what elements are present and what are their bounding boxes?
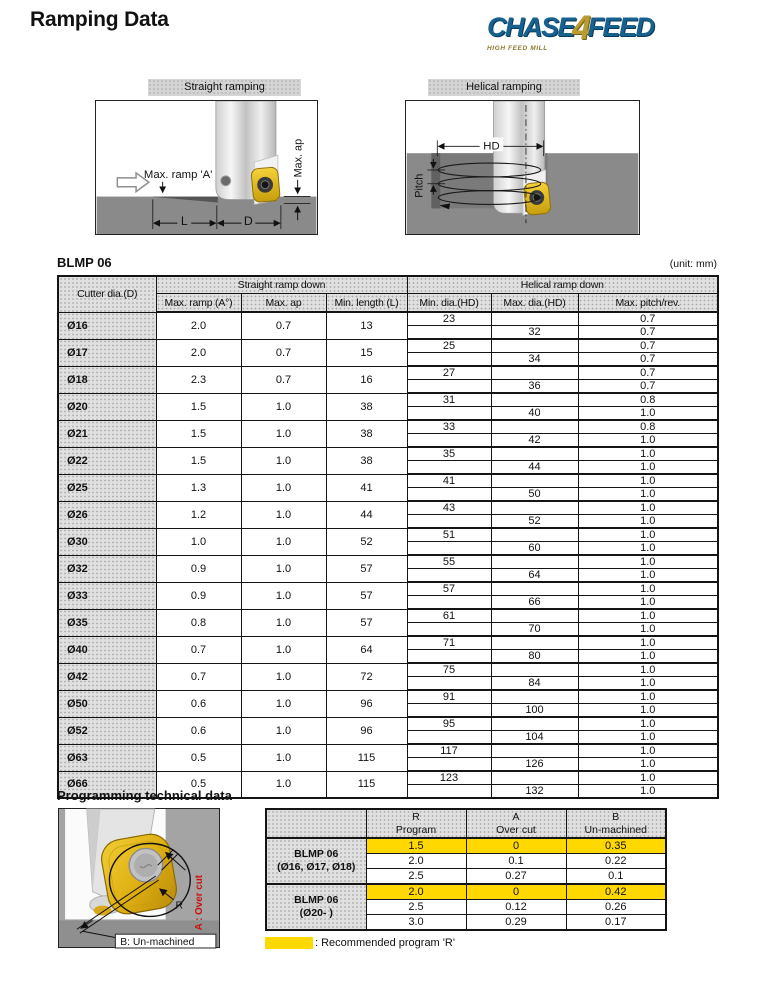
pitch-max-cell: 1.0 xyxy=(578,488,718,502)
min-length-cell: 38 xyxy=(326,393,407,420)
max-ap-cell: 1.0 xyxy=(241,501,326,528)
max-dia-spacer-cell xyxy=(491,690,578,704)
max-dia-cell: 50 xyxy=(491,488,578,502)
pitch-max-cell: 1.0 xyxy=(578,785,718,799)
recommended-legend-text: : Recommended program 'R' xyxy=(315,937,455,949)
max-dia-cell: 84 xyxy=(491,677,578,691)
max-ramp-cell: 1.5 xyxy=(156,420,241,447)
pitch-max-cell: 1.0 xyxy=(578,758,718,772)
program-value-a: 0.29 xyxy=(466,915,566,931)
max-ap-cell: 1.0 xyxy=(241,393,326,420)
pitch-max-cell: 1.0 xyxy=(578,650,718,664)
pitch-max-cell: 1.0 xyxy=(578,596,718,610)
pitch-min-cell: 1.0 xyxy=(578,636,718,650)
col-group-straight: Straight ramp down xyxy=(156,276,407,294)
pitch-min-cell: 1.0 xyxy=(578,771,718,785)
helical-ramping-illustration xyxy=(406,101,639,234)
max-dia-cell: 126 xyxy=(491,758,578,772)
pitch-max-cell: 1.0 xyxy=(578,569,718,583)
min-dia-cell: 75 xyxy=(407,663,491,677)
min-length-cell: 57 xyxy=(326,609,407,636)
program-value-b: 0.22 xyxy=(566,854,666,869)
prog-col-r-word: Program xyxy=(395,823,437,836)
max-ramp-cell: 0.5 xyxy=(156,771,241,798)
max-ap-cell: 0.7 xyxy=(241,312,326,339)
max-dia-spacer-cell xyxy=(491,771,578,785)
pitch-min-cell: 0.7 xyxy=(578,339,718,353)
chase4feed-logo xyxy=(487,11,653,53)
min-dia-spacer-cell xyxy=(407,731,491,745)
pitch-max-cell: 1.0 xyxy=(578,704,718,718)
pitch-min-cell: 0.7 xyxy=(578,312,718,326)
max-ap-cell: 1.0 xyxy=(241,528,326,555)
min-length-cell: 15 xyxy=(326,339,407,366)
min-dia-spacer-cell xyxy=(407,650,491,664)
recommended-legend xyxy=(265,937,665,949)
prog-col-a-letter: A xyxy=(512,811,520,824)
min-dia-cell: 31 xyxy=(407,393,491,407)
ramping-row xyxy=(58,771,718,785)
min-dia-cell: 41 xyxy=(407,474,491,488)
ramping-row xyxy=(58,744,718,758)
min-dia-cell: 61 xyxy=(407,609,491,623)
pitch-min-cell: 1.0 xyxy=(578,528,718,542)
dia-D-label: D xyxy=(243,214,253,229)
max-dia-cell: 36 xyxy=(491,380,578,394)
min-dia-spacer-cell xyxy=(407,515,491,529)
cutter-dia-cell: Ø18 xyxy=(58,366,156,393)
max-dia-cell: 34 xyxy=(491,353,578,367)
logo-feed-text: FEED xyxy=(587,12,654,42)
min-dia-cell: 91 xyxy=(407,690,491,704)
max-dia-cell: 64 xyxy=(491,569,578,583)
max-dia-cell: 132 xyxy=(491,785,578,799)
pitch-min-cell: 1.0 xyxy=(578,690,718,704)
prog-col-b xyxy=(566,809,666,838)
program-value-b: 0.26 xyxy=(566,900,666,915)
pitch-max-cell: 0.7 xyxy=(578,380,718,394)
pitch-min-cell: 0.8 xyxy=(578,393,718,407)
pitch-label: Pitch xyxy=(413,173,426,198)
ramping-row xyxy=(58,663,718,677)
ramping-row xyxy=(58,366,718,380)
ramping-row xyxy=(58,555,718,569)
max-dia-cell: 60 xyxy=(491,542,578,556)
cutter-dia-cell: Ø63 xyxy=(58,744,156,771)
pitch-max-cell: 1.0 xyxy=(578,542,718,556)
min-dia-cell: 43 xyxy=(407,501,491,515)
max-dia-spacer-cell xyxy=(491,555,578,569)
min-length-cell: 52 xyxy=(326,528,407,555)
helical-ramping-diagram xyxy=(405,100,640,235)
tool-screw-icon xyxy=(221,176,231,186)
max-ap-cell: 1.0 xyxy=(241,474,326,501)
ramping-table-caption xyxy=(57,255,717,270)
max-ramp-cell: 2.0 xyxy=(156,312,241,339)
min-dia-spacer-cell xyxy=(407,434,491,448)
b-un-machined-label xyxy=(115,934,216,948)
max-dia-spacer-cell xyxy=(491,609,578,623)
max-ap-cell: 1.0 xyxy=(241,447,326,474)
max-ramp-cell: 1.0 xyxy=(156,528,241,555)
cutter-dia-cell: Ø25 xyxy=(58,474,156,501)
max-dia-spacer-cell xyxy=(491,636,578,650)
max-dia-spacer-cell xyxy=(491,447,578,461)
min-dia-spacer-cell xyxy=(407,353,491,367)
col-header-max-pitch: Max. pitch/rev. xyxy=(578,294,718,313)
max-ramp-cell: 2.3 xyxy=(156,366,241,393)
unit-label: (unit: mm) xyxy=(669,258,717,270)
min-dia-spacer-cell xyxy=(407,677,491,691)
max-ramp-cell: 1.5 xyxy=(156,447,241,474)
min-dia-spacer-cell xyxy=(407,326,491,340)
max-ap-cell: 0.7 xyxy=(241,366,326,393)
program-value-r: 3.0 xyxy=(366,915,466,931)
col-header-max-ap: Max. ap xyxy=(241,294,326,313)
length-L-label: L xyxy=(180,214,188,229)
ramping-row xyxy=(58,528,718,542)
max-ap-cell: 0.7 xyxy=(241,339,326,366)
min-dia-spacer-cell xyxy=(407,623,491,637)
max-dia-spacer-cell xyxy=(491,366,578,380)
ramping-table-container xyxy=(57,275,717,799)
program-group-label: BLMP 06 (Ø16, Ø17, Ø18) xyxy=(266,838,366,884)
insert-screw-center xyxy=(261,181,269,189)
program-value-a: 0.12 xyxy=(466,900,566,915)
min-length-cell: 96 xyxy=(326,717,407,744)
max-dia-cell: 104 xyxy=(491,731,578,745)
col-group-helical: Helical ramp down xyxy=(407,276,718,294)
ramping-row xyxy=(58,501,718,515)
pitch-min-cell: 1.0 xyxy=(578,717,718,731)
straight-ramping-illustration xyxy=(96,101,317,234)
max-ramp-cell: 1.3 xyxy=(156,474,241,501)
ramping-row xyxy=(58,474,718,488)
ramping-table-title: BLMP 06 xyxy=(57,255,112,270)
cutter-dia-cell: Ø16 xyxy=(58,312,156,339)
max-dia-cell: 52 xyxy=(491,515,578,529)
cutter-dia-cell: Ø26 xyxy=(58,501,156,528)
min-length-cell: 72 xyxy=(326,663,407,690)
min-dia-cell: 117 xyxy=(407,744,491,758)
min-dia-cell: 51 xyxy=(407,528,491,542)
prog-col-a xyxy=(466,809,566,838)
a-over-cut-label: A : Over cut xyxy=(194,874,206,931)
cutter-dia-cell: Ø22 xyxy=(58,447,156,474)
min-length-cell: 38 xyxy=(326,420,407,447)
max-dia-cell: 80 xyxy=(491,650,578,664)
min-length-cell: 64 xyxy=(326,636,407,663)
max-dia-spacer-cell xyxy=(491,528,578,542)
programming-title: Programming technical data xyxy=(57,788,232,803)
max-ap-annotation: Max. ap xyxy=(292,138,305,178)
min-dia-cell: 95 xyxy=(407,717,491,731)
col-header-max-dia: Max. dia.(HD) xyxy=(491,294,578,313)
program-value-r: 1.5 xyxy=(366,838,466,854)
prog-corner-cell xyxy=(266,809,366,838)
col-header-min-dia: Min. dia.(HD) xyxy=(407,294,491,313)
min-length-cell: 96 xyxy=(326,690,407,717)
pitch-max-cell: 1.0 xyxy=(578,677,718,691)
max-dia-cell: 44 xyxy=(491,461,578,475)
programming-row xyxy=(266,884,666,900)
cutter-dia-cell: Ø30 xyxy=(58,528,156,555)
ramping-row xyxy=(58,717,718,731)
max-ramp-cell: 1.5 xyxy=(156,393,241,420)
pitch-max-cell: 1.0 xyxy=(578,623,718,637)
max-dia-spacer-cell xyxy=(491,582,578,596)
programming-image xyxy=(58,808,220,948)
max-ramp-cell: 1.2 xyxy=(156,501,241,528)
ramping-row xyxy=(58,690,718,704)
page-title: Ramping Data xyxy=(30,8,169,31)
max-dia-cell: 70 xyxy=(491,623,578,637)
max-ap-cell: 1.0 xyxy=(241,771,326,798)
pitch-min-cell: 1.0 xyxy=(578,609,718,623)
pitch-max-cell: 1.0 xyxy=(578,461,718,475)
max-dia-cell: 100 xyxy=(491,704,578,718)
max-ap-cell: 1.0 xyxy=(241,636,326,663)
min-dia-cell: 123 xyxy=(407,771,491,785)
program-value-a: 0 xyxy=(466,838,566,854)
min-length-cell: 41 xyxy=(326,474,407,501)
ramping-row xyxy=(58,636,718,650)
max-ramp-cell: 2.0 xyxy=(156,339,241,366)
cutter-dia-cell: Ø21 xyxy=(58,420,156,447)
prog-col-r-letter: R xyxy=(412,811,420,824)
program-value-a: 0 xyxy=(466,884,566,900)
recommended-swatch xyxy=(265,937,313,949)
cutter-dia-cell: Ø66 xyxy=(58,771,156,798)
min-length-cell: 13 xyxy=(326,312,407,339)
min-dia-cell: 71 xyxy=(407,636,491,650)
straight-ramping-diagram xyxy=(95,100,318,235)
insert-detail-illustration xyxy=(59,809,219,947)
min-dia-spacer-cell xyxy=(407,407,491,421)
ramping-row xyxy=(58,312,718,326)
min-length-cell: 38 xyxy=(326,447,407,474)
helical-ramping-label: Helical ramping xyxy=(428,79,580,96)
max-ramp-cell: 0.9 xyxy=(156,555,241,582)
prog-col-b-letter: B xyxy=(612,811,620,824)
cutter-dia-cell: Ø17 xyxy=(58,339,156,366)
hd-label: HD xyxy=(483,140,500,153)
pitch-min-cell: 1.0 xyxy=(578,744,718,758)
max-dia-spacer-cell xyxy=(491,474,578,488)
pitch-min-cell: 1.0 xyxy=(578,501,718,515)
programming-table-container xyxy=(265,808,665,949)
max-ap-cell: 1.0 xyxy=(241,609,326,636)
min-dia-cell: 27 xyxy=(407,366,491,380)
ramping-row xyxy=(58,393,718,407)
min-length-cell: 16 xyxy=(326,366,407,393)
max-ap-cell: 1.0 xyxy=(241,690,326,717)
svg-text:B: Un-machined: B: Un-machined xyxy=(120,937,195,949)
pitch-min-cell: 0.7 xyxy=(578,366,718,380)
programming-table-body xyxy=(266,838,666,930)
max-ap-cell: 1.0 xyxy=(241,555,326,582)
min-dia-spacer-cell xyxy=(407,542,491,556)
min-dia-cell: 25 xyxy=(407,339,491,353)
pitch-min-cell: 1.0 xyxy=(578,447,718,461)
min-dia-spacer-cell xyxy=(407,785,491,799)
min-length-cell: 57 xyxy=(326,555,407,582)
min-dia-spacer-cell xyxy=(407,461,491,475)
pitch-max-cell: 1.0 xyxy=(578,731,718,745)
cutter-dia-cell: Ø20 xyxy=(58,393,156,420)
pitch-min-cell: 1.0 xyxy=(578,555,718,569)
cutter-dia-cell: Ø33 xyxy=(58,582,156,609)
pitch-max-cell: 0.7 xyxy=(578,326,718,340)
program-group-label: BLMP 06 (Ø20- ) xyxy=(266,884,366,930)
max-dia-cell: 32 xyxy=(491,326,578,340)
col-header-cutter-dia: Cutter dia.(D) xyxy=(58,276,156,312)
programming-table xyxy=(265,808,667,931)
max-ramp-cell: 0.6 xyxy=(156,690,241,717)
ramping-table xyxy=(57,275,719,799)
program-value-r: 2.0 xyxy=(366,884,466,900)
program-value-r: 2.0 xyxy=(366,854,466,869)
pitch-min-cell: 1.0 xyxy=(578,663,718,677)
max-ap-cell: 1.0 xyxy=(241,420,326,447)
max-dia-spacer-cell xyxy=(491,744,578,758)
cutter-dia-cell: Ø50 xyxy=(58,690,156,717)
straight-ramping-label: Straight ramping xyxy=(148,79,301,96)
max-dia-spacer-cell xyxy=(491,501,578,515)
logo-chase-text: CHASE xyxy=(487,12,575,42)
ramping-row xyxy=(58,609,718,623)
min-length-cell: 115 xyxy=(326,744,407,771)
max-dia-spacer-cell xyxy=(491,339,578,353)
min-length-cell: 115 xyxy=(326,771,407,798)
cutter-dia-cell: Ø52 xyxy=(58,717,156,744)
logo-tagline: HIGH FEED MILL xyxy=(487,45,548,52)
r-label: R xyxy=(175,900,183,912)
max-dia-cell: 40 xyxy=(491,407,578,421)
ramping-row xyxy=(58,582,718,596)
pitch-max-cell: 1.0 xyxy=(578,434,718,448)
max-dia-cell: 66 xyxy=(491,596,578,610)
min-dia-spacer-cell xyxy=(407,596,491,610)
pitch-min-cell: 1.0 xyxy=(578,474,718,488)
program-value-b: 0.1 xyxy=(566,869,666,885)
pitch-max-cell: 1.0 xyxy=(578,515,718,529)
min-dia-spacer-cell xyxy=(407,758,491,772)
max-ramp-cell: 0.9 xyxy=(156,582,241,609)
ramping-row xyxy=(58,339,718,353)
program-value-b: 0.42 xyxy=(566,884,666,900)
max-dia-cell: 42 xyxy=(491,434,578,448)
program-value-r: 2.5 xyxy=(366,869,466,885)
max-ramp-cell: 0.5 xyxy=(156,744,241,771)
pitch-max-cell: 0.7 xyxy=(578,353,718,367)
min-length-cell: 44 xyxy=(326,501,407,528)
max-ramp-cell: 0.8 xyxy=(156,609,241,636)
max-ap-cell: 1.0 xyxy=(241,717,326,744)
program-value-a: 0.27 xyxy=(466,869,566,885)
min-dia-cell: 55 xyxy=(407,555,491,569)
min-length-cell: 57 xyxy=(326,582,407,609)
max-ramp-cell: 0.6 xyxy=(156,717,241,744)
pitch-max-cell: 1.0 xyxy=(578,407,718,421)
pitch-min-cell: 1.0 xyxy=(578,582,718,596)
min-dia-cell: 35 xyxy=(407,447,491,461)
cutter-dia-cell: Ø40 xyxy=(58,636,156,663)
col-header-max-ramp: Max. ramp (A°) xyxy=(156,294,241,313)
cutter-dia-cell: Ø32 xyxy=(58,555,156,582)
max-ap-cell: 1.0 xyxy=(241,663,326,690)
max-dia-spacer-cell xyxy=(491,312,578,326)
min-dia-spacer-cell xyxy=(407,380,491,394)
min-dia-spacer-cell xyxy=(407,488,491,502)
min-dia-spacer-cell xyxy=(407,704,491,718)
col-header-min-length: Min. length (L) xyxy=(326,294,407,313)
min-dia-cell: 33 xyxy=(407,420,491,434)
max-dia-spacer-cell xyxy=(491,663,578,677)
ramping-table-body xyxy=(58,312,718,798)
prog-col-r xyxy=(366,809,466,838)
max-dia-spacer-cell xyxy=(491,393,578,407)
cutter-dia-cell: Ø35 xyxy=(58,609,156,636)
min-dia-cell: 57 xyxy=(407,582,491,596)
straight-workpiece xyxy=(97,197,317,234)
pocket-wall-shadow xyxy=(431,153,440,208)
max-dia-spacer-cell xyxy=(491,420,578,434)
ramping-row xyxy=(58,447,718,461)
min-dia-spacer-cell xyxy=(407,569,491,583)
logo-four-text: 4 xyxy=(572,9,590,47)
min-dia-cell: 23 xyxy=(407,312,491,326)
program-value-a: 0.1 xyxy=(466,854,566,869)
program-value-b: 0.17 xyxy=(566,915,666,931)
max-ramp-cell: 0.7 xyxy=(156,663,241,690)
programming-row xyxy=(266,838,666,854)
ramping-row xyxy=(58,420,718,434)
max-ap-cell: 1.0 xyxy=(241,744,326,771)
pitch-min-cell: 0.8 xyxy=(578,420,718,434)
max-ramp-cell: 0.7 xyxy=(156,636,241,663)
max-dia-spacer-cell xyxy=(491,717,578,731)
max-ramp-annotation: Max. ramp 'A' xyxy=(143,168,213,181)
cutter-dia-cell: Ø42 xyxy=(58,663,156,690)
prog-col-b-word: Un-machined xyxy=(584,823,647,836)
program-value-r: 2.5 xyxy=(366,900,466,915)
prog-col-a-word: Over cut xyxy=(496,823,536,836)
max-ap-cell: 1.0 xyxy=(241,582,326,609)
program-value-b: 0.35 xyxy=(566,838,666,854)
